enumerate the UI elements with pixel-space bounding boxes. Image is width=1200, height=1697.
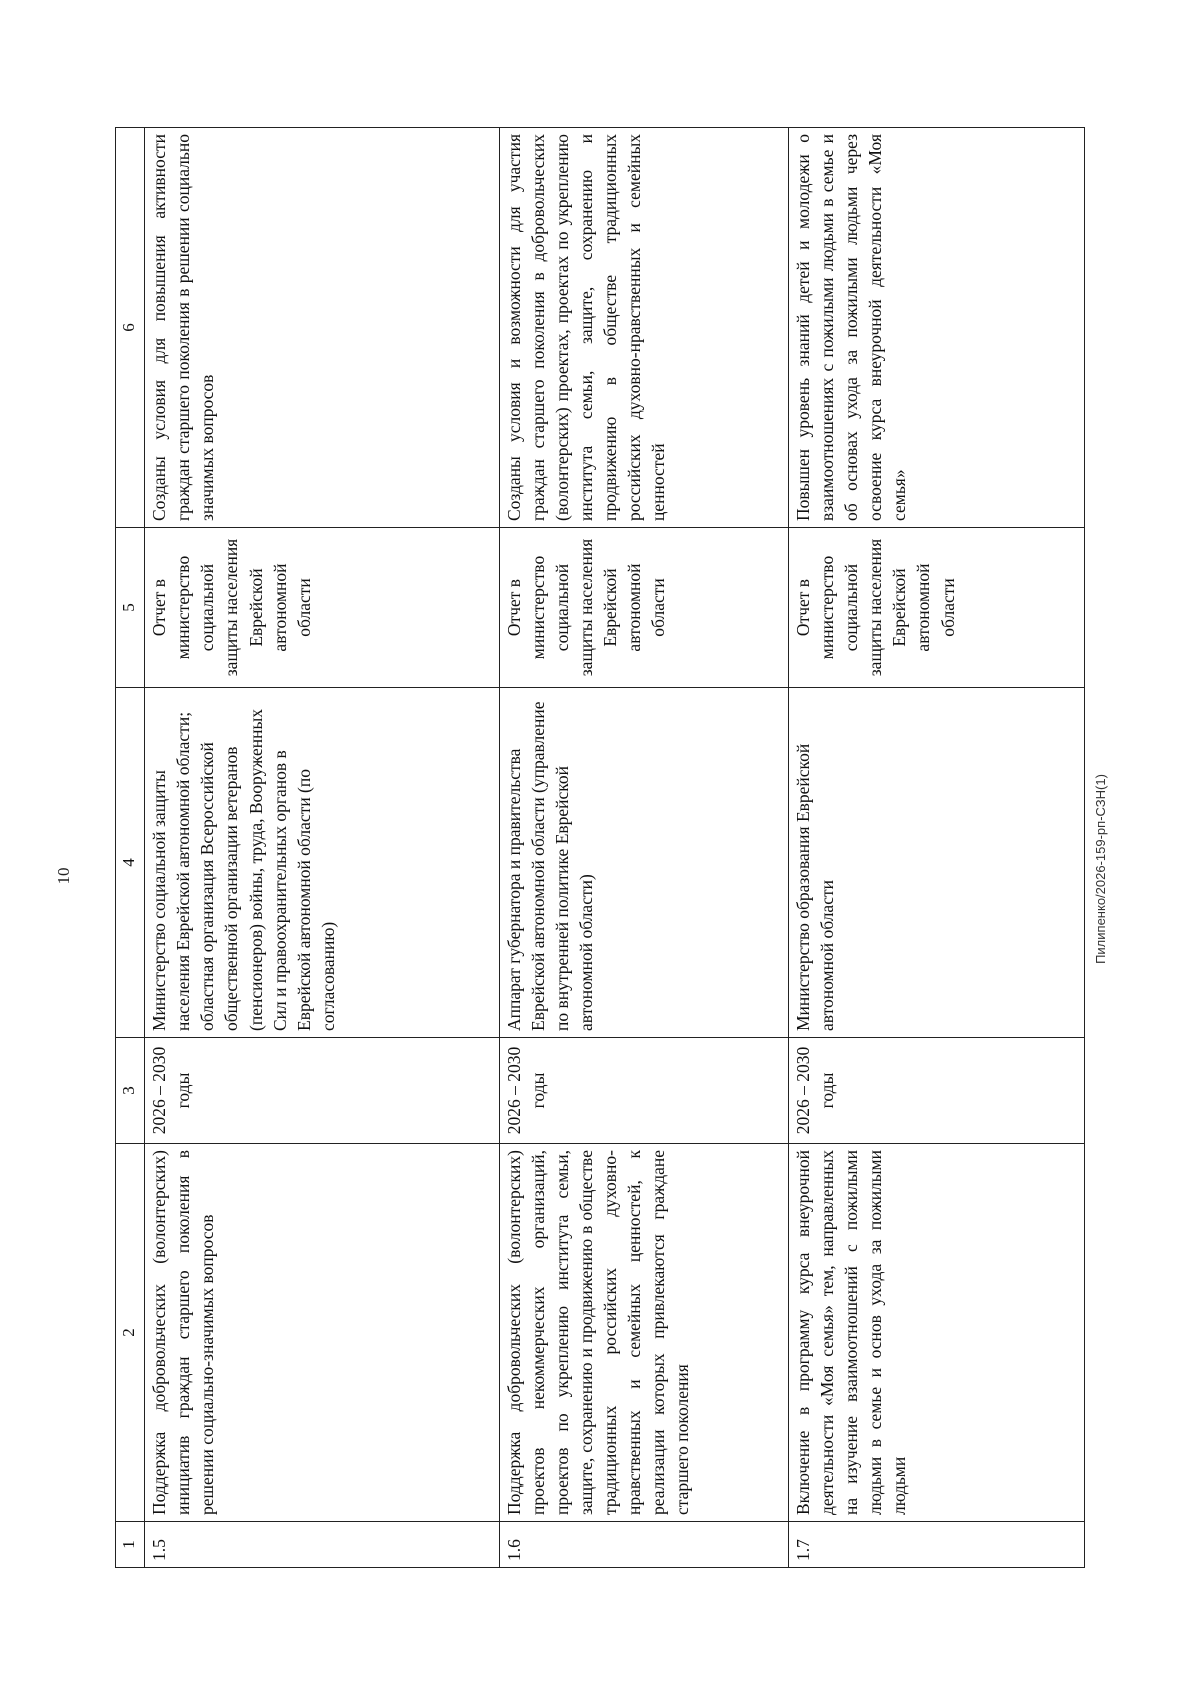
column-header: 3: [116, 1038, 145, 1144]
result-cell: Созданы условия и возможности для участия граждан старшего поколения в добровольческих (волонтерских) проектах, проектах по укреплению института семьи, защите, сохранению и продвижению в обществе традиционных российских духовно-нравственных и семейных ценностей: [499, 128, 788, 528]
report-cell: Отчет в министерство социальной защиты населения Еврейской автономной области: [788, 528, 1084, 688]
column-header: 2: [116, 1144, 145, 1522]
table-row: [499, 128, 788, 1568]
executor-cell: Министерство образования Еврейской автономной области: [788, 688, 1084, 1038]
result-cell: Повышен уровень знаний детей и молодежи о взаимоотношениях с пожилыми людьми в семье и об основах ухода за пожилыми людьми через освоение курса внеурочной деятельности «Моя семья»: [788, 128, 1084, 528]
period-cell: 2026 – 2030 годы: [499, 1038, 788, 1144]
column-header: 5: [116, 528, 145, 688]
page-number: 10: [54, 867, 73, 885]
executor-cell: Министерство социальной защиты населения Еврейской автономной области; областная организация Всероссийской общественной организации ветеранов (пенсионеров) войны, труда, Вооруженных Сил и правоохранительных органов в Еврейской автономной области (по согласованию): [145, 688, 500, 1038]
column-header: 6: [116, 128, 145, 528]
table-row: [145, 128, 500, 1568]
item-number: 1.5: [145, 1522, 500, 1568]
table-row: [788, 128, 1084, 1568]
activity-cell: Поддержка добровольческих (волонтерских) проектов некоммерческих организаций, проектов по укреплению института семьи, защите, сохранению и продвижению в обществе традиционных российских духовно-нравственных и семейных ценностей, к реализации которых привлекаются граждане старшего поколения: [499, 1144, 788, 1522]
table-header-row: [116, 128, 145, 1568]
measures-table: [115, 127, 1085, 1568]
column-header: 1: [116, 1522, 145, 1568]
executor-cell: Аппарат губернатора и правительства Еврейской автономной области (управление по внутренней политике Еврейской автономной области): [499, 688, 788, 1038]
column-header: 4: [116, 688, 145, 1038]
activity-cell: Поддержка добровольческих (волонтерских) инициатив граждан старшего поколения в решении социально-значимых вопросов: [145, 1144, 500, 1522]
item-number: 1.6: [499, 1522, 788, 1568]
period-cell: 2026 – 2030 годы: [788, 1038, 1084, 1144]
rotated-table-wrapper: [115, 128, 1085, 1568]
report-cell: Отчет в министерство социальной защиты населения Еврейской автономной области: [145, 528, 500, 688]
report-cell: Отчет в министерство социальной защиты населения Еврейской автономной области: [499, 528, 788, 688]
document-footer-id: Пилипенко/2026-159-рп-СЗН(1): [1093, 774, 1108, 964]
period-cell: 2026 – 2030 годы: [145, 1038, 500, 1144]
result-cell: Созданы условия для повышения активности граждан старшего поколения в решении социально значимых вопросов: [145, 128, 500, 528]
activity-cell: Включение в программу курса внеурочной деятельности «Моя семья» тем, направленных на изучение взаимоотношений с пожилыми людьми в семье и основ ухода за пожилыми людьми: [788, 1144, 1084, 1522]
item-number: 1.7: [788, 1522, 1084, 1568]
